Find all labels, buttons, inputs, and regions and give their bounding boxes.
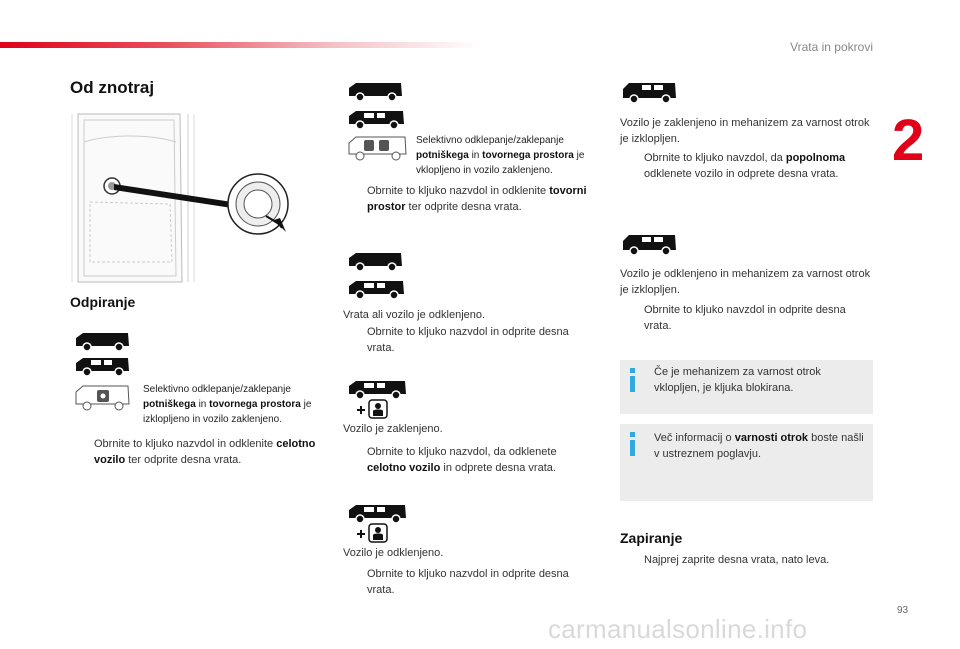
info-text: Več informacij o varnosti otrok boste našli v ustreznem poglavju. — [654, 432, 864, 460]
caption: Selektivno odklepanje/zaklepanje potniškega in tovornega prostora je vklopljeno in vozilo zaklenjeno. — [416, 135, 585, 176]
instruction-bullet: Obrnite to kljuko navzdol, da popolnoma odklenete vozilo in odprete desna vrata. — [644, 152, 846, 180]
status-text: Vozilo je zaklenjeno in mehanizem za varnost otrok je izklopljen. — [620, 117, 870, 145]
instruction-bullet: Obrnite to kljuko nazvdol in odprite desna vrata. — [367, 568, 569, 596]
caption: Selektivno odklepanje/zaklepanje potniškega in tovornega prostora je izklopljeno in vozilo zaklenjeno. — [143, 384, 312, 425]
child-lock-icon — [356, 522, 390, 544]
van-icon — [346, 378, 408, 400]
subtitle-zapiranje: Zapiranje — [620, 530, 683, 546]
instruction-bullet: Obrnite to kljuko nazvdol, da odklenete celotno vozilo in odprete desna vrata. — [367, 446, 557, 474]
info-text: Če je mehanizem za varnost otrok vklopljen, je kljuka blokirana. — [654, 366, 821, 394]
info-icon — [630, 432, 635, 456]
instruction-bullet: Najprej zaprite desna vrata, nato leva. — [644, 554, 830, 566]
van-icon — [620, 80, 678, 104]
van-icon — [346, 278, 406, 300]
info-icon — [630, 368, 635, 392]
instruction-bullet: Obrnite to kljuko nazvdol in odklenite celotno vozilo ter odprite desna vrata. — [94, 438, 316, 466]
subtitle-odpiranje: Odpiranje — [70, 294, 136, 310]
info-box — [620, 360, 873, 414]
van-icon — [346, 80, 404, 102]
status-text: Vozilo je odklenjeno. — [343, 547, 444, 559]
lock-van-icon — [73, 382, 131, 412]
van-icon — [73, 355, 131, 377]
page-number: 93 — [897, 605, 909, 616]
lock-van-icon — [346, 134, 408, 162]
van-icon — [620, 232, 678, 256]
chapter-title: Vrata in pokrovi — [790, 40, 873, 54]
info-box — [620, 424, 873, 501]
instruction-bullet: Obrnite to kljuko nazvdol in odprite desna vrata. — [367, 326, 569, 354]
child-lock-icon — [356, 398, 390, 420]
chapter-number: 2 — [892, 108, 925, 173]
door-handle-illustration — [70, 112, 302, 284]
watermark: carmanualsonline.info — [548, 614, 808, 644]
van-icon — [73, 330, 131, 352]
van-icon — [346, 250, 404, 272]
status-text: Vrata ali vozilo je odklenjeno. — [343, 309, 486, 321]
van-icon — [346, 502, 408, 524]
status-text: Vozilo je odklenjeno in mehanizem za varnost otrok je izklopljen. — [620, 268, 871, 296]
section-title: Od znotraj — [70, 78, 155, 97]
header-accent-bar — [0, 42, 480, 48]
status-text: Vozilo je zaklenjeno. — [343, 423, 443, 435]
van-icon — [346, 108, 406, 130]
instruction-bullet: Obrnite to kljuko nazvdol in odklenite tovorni prostor ter odprite desna vrata. — [367, 185, 587, 213]
instruction-bullet: Obrnite to kljuko navzdol in odprite desna vrata. — [644, 304, 846, 332]
